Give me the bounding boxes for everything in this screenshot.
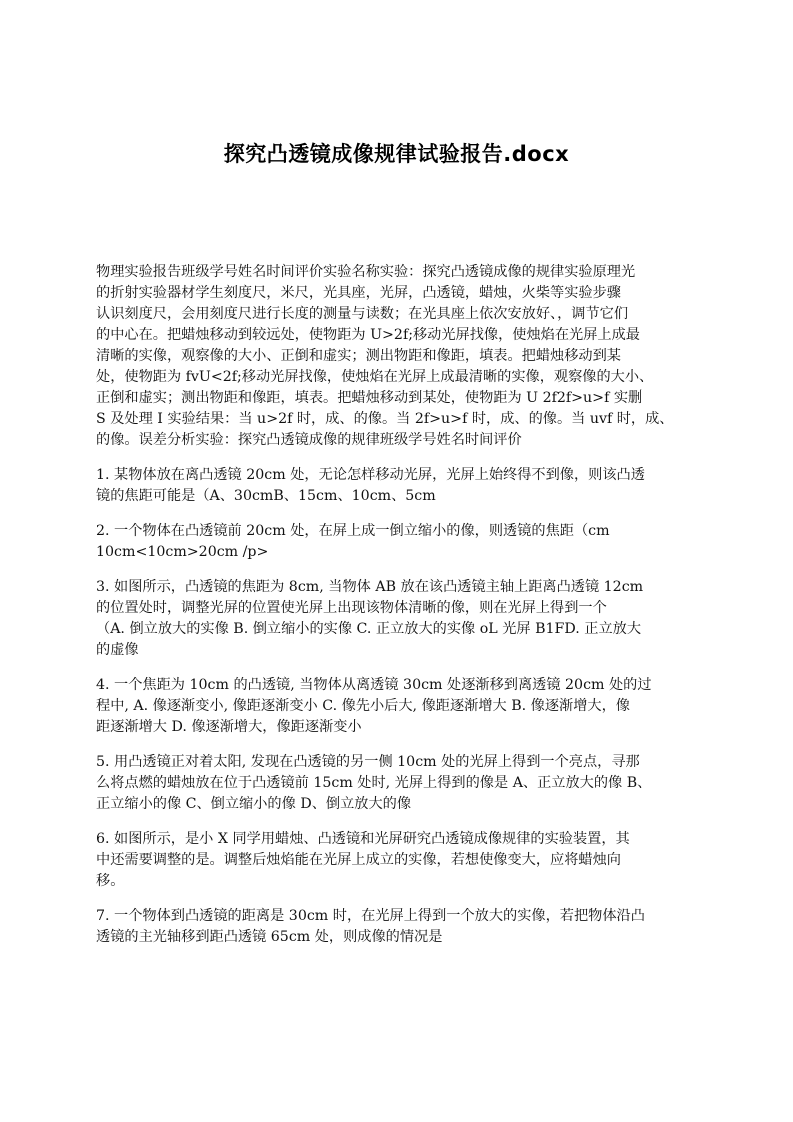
text-line: S 及处理 I 实验结果：当 u>2f 时，成、的像。当 2f>u>f 时，成、的像。当 uvf 时，成、 (96, 411, 674, 427)
text-line: 物理实验报告班级学号姓名时间评价实验名称实验：探究凸透镜成像的规律实验原理光 (96, 264, 636, 280)
text-line: 2. 一个物体在凸透镜前 20cm 处，在屏上成一倒立缩小的像，则透镜的焦距（cm (96, 523, 610, 539)
text-line: 正倒和虚实；测出物距和像距，填表。把蜡烛移动到某处，使物距为 U 2f2f>u>f 实删 (96, 390, 643, 406)
text-line: 么将点燃的蜡烛放在位于凸透镜前 15cm 处时, 光屏上得到的像是 A、正立放大的像 B、 (96, 775, 652, 791)
text-line: 处，使物距为 fvU<2f;移动光屏找像，使烛焰在光屏上成最清晰的实像，观察像的大小、 (96, 369, 654, 385)
text-line: 程中, A. 像逐渐变小, 像距逐渐变小 C. 像先小后大, 像距逐渐增大 B. 像逐渐增大，像 (96, 698, 630, 714)
text-line: （A. 倒立放大的实像 B. 倒立缩小的实像 C. 正立放大的实像 oL 光屏 B1FD. 正立放大 (96, 621, 642, 637)
question-3 (96, 577, 708, 661)
question-6 (96, 829, 708, 892)
text-line: 3. 如图所示，凸透镜的焦距为 8cm, 当物体 AB 放在该凸透镜主轴上距离凸透镜 12cm (96, 579, 644, 595)
text-line: 7. 一个物体到凸透镜的距离是 30cm 时，在光屏上得到一个放大的实像，若把物体沿凸 (96, 908, 645, 924)
text-line: 6. 如图所示，是小 X 同学用蜡烛、凸透镜和光屏研究凸透镜成像规律的实验装置，其 (96, 831, 630, 847)
text-line: 认识刻度尺，会用刻度尺进行长度的测量与读数；在光具座上依次安放好、，调节它们 (96, 306, 629, 322)
question-5 (96, 752, 708, 815)
text-line: 距逐渐增大 D. 像逐渐增大，像距逐渐变小 (96, 719, 362, 735)
text-line: 的像。误差分析实验：探究凸透镜成像的规律班级学号姓名时间评价 (96, 432, 522, 448)
paragraph-experiment-report (96, 262, 708, 451)
document-title: 探究凸透镜成像规律试验报告.docx (223, 142, 570, 166)
text-line: 镜的焦距可能是（A、30cmB、15cm、10cm、5cm (96, 488, 436, 504)
text-line: 5. 用凸透镜正对着太阳, 发现在凸透镜的另一侧 10cm 处的光屏上得到一个亮点，寻那 (96, 754, 640, 770)
text-line: 的虚像 (96, 642, 139, 658)
text-line: 清晰的实像，观察像的大小、正倒和虚实；测出物距和像距，填表。把蜡烛移动到某 (96, 348, 621, 364)
question-2 (96, 521, 708, 563)
text-line: 的中心在。把蜡烛移动到较远处，使物距为 U>2f;移动光屏找像，使烛焰在光屏上成最 (96, 327, 640, 343)
text-line: 透镜的主光轴移到距凸透镜 65cm 处，则成像的情况是 (96, 929, 443, 945)
question-1 (96, 465, 708, 507)
question-7 (96, 906, 708, 948)
text-line: 10cm<10cm>20cm /p> (96, 544, 269, 560)
text-line: 4. 一个焦距为 10cm 的凸透镜, 当物体从离透镜 30cm 处逐渐移到离透镜 20cm 处的过 (96, 677, 652, 693)
question-4 (96, 675, 708, 738)
text-line: 的位置处时，调整光屏的位置使光屏上出现该物体清晰的像，则在光屏上得到一个 (96, 600, 607, 616)
text-line: 1. 某物体放在离凸透镜 20cm 处，无论怎样移动光屏，光屏上始终得不到像，则该凸透 (96, 467, 645, 483)
text-line: 中还需要调整的是。调整后烛焰能在光屏上成立的实像，若想使像变大，应将蜡烛向 (96, 852, 621, 868)
text-line: 的折射实验器材学生刻度尺，米尺，光具座，光屏，凸透镜，蜡烛，火柴等实验步骤 (96, 285, 621, 301)
document-body (96, 262, 708, 962)
text-line: 正立缩小的像 C、倒立缩小的像 D、倒立放大的像 (96, 796, 412, 812)
text-line: 移。 (96, 873, 125, 889)
